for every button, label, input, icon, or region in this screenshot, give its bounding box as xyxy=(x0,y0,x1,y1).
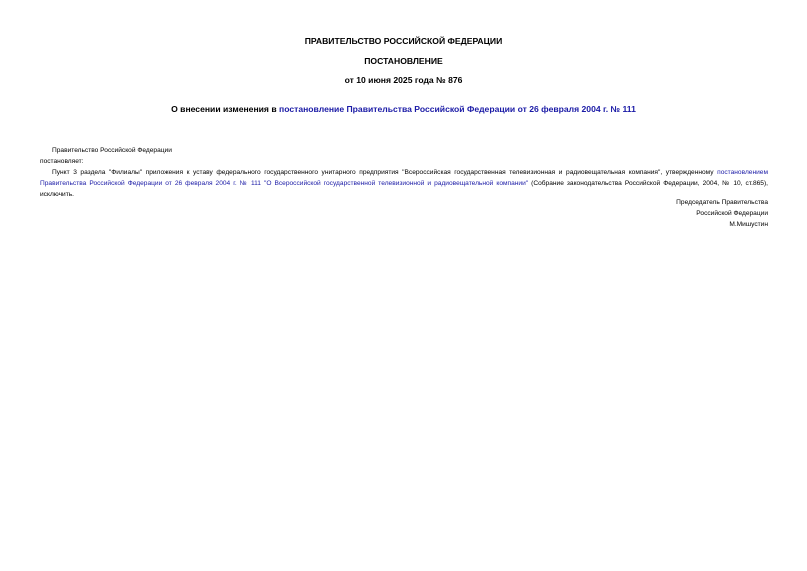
subject-link[interactable]: постановление Правительства Российской Федерации от 26 февраля 2004 г. № 111 xyxy=(279,104,636,114)
signature-name: М.Мишустин xyxy=(729,221,768,228)
body-resolves: постановляет: xyxy=(40,158,84,165)
paragraph-start: Пункт 3 раздела "Филиалы" приложения к уставу федерального государственного унитарного предприятия "Всероссийская государственная телевизионная и радиовещательная компания", утвержденному xyxy=(52,169,718,176)
body-government: Правительство Российской Федерации xyxy=(52,147,172,154)
government-header: ПРАВИТЕЛЬСТВО РОССИЙСКОЙ ФЕДЕРАЦИИ xyxy=(304,36,503,46)
document-type: ПОСТАНОВЛЕНИЕ xyxy=(364,56,443,66)
document-date-number: от 10 июня 2025 года № 876 xyxy=(344,75,463,85)
paragraph-link[interactable]: постановлением Правительства Российской Федерации от 26 февраля 2004 г. № 111 "О Всероссийской государственной телевизионной и радиовещательной компании" xyxy=(40,169,768,187)
document-subject xyxy=(0,104,807,114)
subject-prefix: О внесении изменения в xyxy=(171,104,280,114)
body-paragraph xyxy=(40,167,768,200)
signature-title-line2: Российской Федерации xyxy=(696,210,768,217)
paragraph-end: (Собрание законодательства Российской Федерации, 2004, № 10, ст.865), исключить. xyxy=(40,180,768,198)
signature-title-line1: Председатель Правительства xyxy=(676,199,768,206)
